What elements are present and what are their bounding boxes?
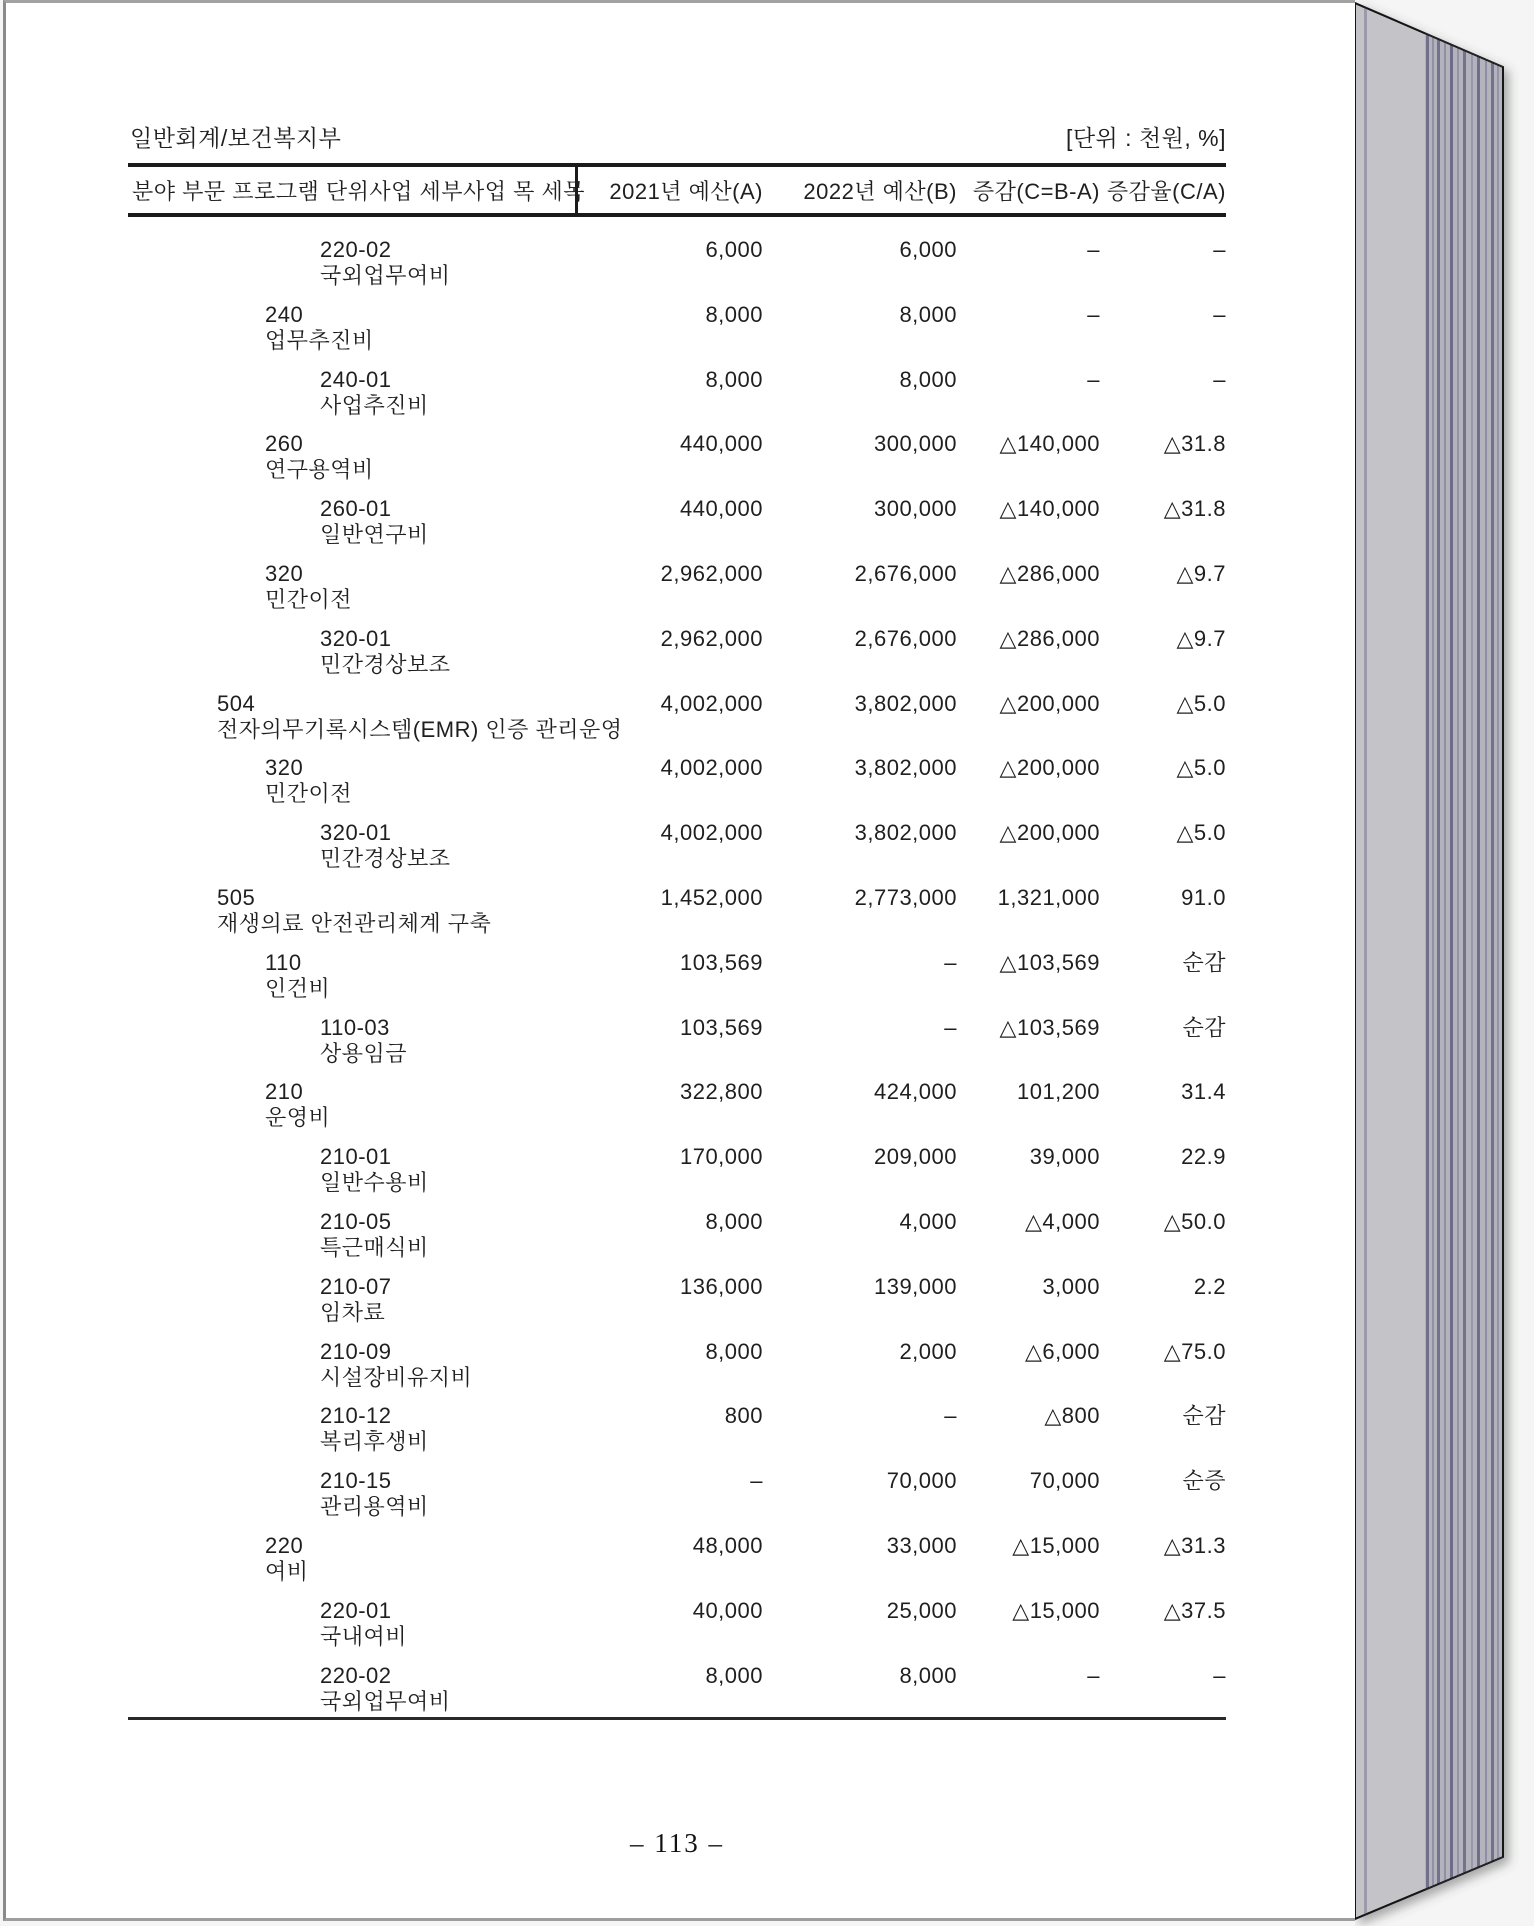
row-change-rate: △50.0 xyxy=(1163,1208,1226,1234)
row-code: 210-15 xyxy=(320,1468,392,1494)
row-budget-2022: 4,000 xyxy=(899,1208,957,1234)
table-header-row xyxy=(128,167,1226,213)
row-name: 전자의무기록시스템(EMR) 인증 관리운영 xyxy=(217,716,623,742)
row-budget-2021: 8,000 xyxy=(705,1338,763,1364)
row-code: 240-01 xyxy=(320,366,392,392)
row-name: 민간이전 xyxy=(265,586,353,612)
row-budget-2021: 4,002,000 xyxy=(660,755,763,781)
table-row xyxy=(128,237,1226,302)
row-change-rate: △37.5 xyxy=(1163,1597,1226,1623)
row-budget-2022: 33,000 xyxy=(886,1532,957,1558)
row-budget-2021: 322,800 xyxy=(679,1079,763,1105)
row-budget-2022: 8,000 xyxy=(899,301,957,327)
row-budget-2022: – xyxy=(944,1403,957,1429)
row-change: △200,000 xyxy=(999,755,1100,781)
row-change-rate: △5.0 xyxy=(1176,820,1226,846)
row-change: – xyxy=(1087,366,1100,392)
row-code: 210-01 xyxy=(320,1144,392,1170)
row-change-rate: – xyxy=(1213,301,1226,327)
table-row xyxy=(128,1533,1226,1598)
row-budget-2021: 48,000 xyxy=(692,1532,763,1558)
row-name: 국내여비 xyxy=(320,1623,408,1649)
row-budget-2022: 300,000 xyxy=(873,496,957,522)
row-budget-2021: 40,000 xyxy=(692,1597,763,1623)
row-code: 320-01 xyxy=(320,820,392,846)
row-change-rate: 순감 xyxy=(1182,1403,1226,1429)
row-change: 70,000 xyxy=(1029,1468,1100,1494)
row-name: 상용임금 xyxy=(320,1040,408,1066)
account-type-label: 일반회계/보건복지부 xyxy=(130,125,342,151)
row-name: 업무추진비 xyxy=(265,327,374,353)
row-name: 관리용역비 xyxy=(320,1494,429,1520)
row-name: 일반연구비 xyxy=(320,522,429,548)
row-change-rate: – xyxy=(1213,366,1226,392)
row-change: 3,000 xyxy=(1042,1273,1100,1299)
page-content xyxy=(128,0,1226,1926)
row-name: 민간경상보조 xyxy=(320,651,451,677)
row-name: 여비 xyxy=(265,1558,309,1584)
row-budget-2021: 8,000 xyxy=(705,301,763,327)
row-budget-2022: 3,802,000 xyxy=(854,820,957,846)
row-change: △15,000 xyxy=(1012,1597,1100,1623)
table-bottom-rule xyxy=(128,1717,1226,1720)
row-code: 110 xyxy=(265,949,302,975)
row-change-rate: 22.9 xyxy=(1181,1144,1226,1170)
row-change-rate: △31.3 xyxy=(1163,1532,1226,1558)
row-budget-2022: – xyxy=(944,1014,957,1040)
row-change-rate: 순감 xyxy=(1182,1014,1226,1040)
table-row xyxy=(128,561,1226,626)
row-change: △15,000 xyxy=(1012,1532,1100,1558)
row-change: △200,000 xyxy=(999,820,1100,846)
row-change-rate: – xyxy=(1213,1662,1226,1688)
row-code: 210-09 xyxy=(320,1338,392,1364)
page-number: – 113 – xyxy=(630,1828,724,1858)
row-name: 재생의료 안전관리체계 구축 xyxy=(217,910,492,936)
row-code: 220-02 xyxy=(320,1662,392,1688)
row-code: 210-05 xyxy=(320,1208,392,1234)
row-change: – xyxy=(1087,237,1100,262)
row-budget-2021: 103,569 xyxy=(679,949,763,975)
row-budget-2021: 8,000 xyxy=(705,366,763,392)
row-budget-2022: 2,676,000 xyxy=(854,560,957,586)
row-change: 1,321,000 xyxy=(997,884,1100,910)
row-change-rate: 순감 xyxy=(1182,949,1226,975)
row-change-rate: △75.0 xyxy=(1163,1338,1226,1364)
row-budget-2021: 2,962,000 xyxy=(660,625,763,651)
row-name: 특근매식비 xyxy=(320,1234,429,1260)
row-code: 210-07 xyxy=(320,1273,392,1299)
row-budget-2021: 170,000 xyxy=(679,1144,763,1170)
table-row xyxy=(128,1015,1226,1080)
table-row xyxy=(128,950,1226,1015)
row-budget-2021: 1,452,000 xyxy=(660,884,763,910)
row-budget-2021: – xyxy=(750,1468,763,1494)
row-budget-2022: 8,000 xyxy=(899,1662,957,1688)
row-name: 일반수용비 xyxy=(320,1170,429,1196)
table-row xyxy=(128,1468,1226,1533)
row-code: 240 xyxy=(265,301,304,327)
row-change: △140,000 xyxy=(999,496,1100,522)
unit-label: [단위 : 천원, %] xyxy=(1065,125,1226,151)
row-name: 시설장비유지비 xyxy=(320,1364,473,1390)
row-name: 국외업무여비 xyxy=(320,263,451,288)
row-budget-2021: 440,000 xyxy=(679,431,763,457)
row-change: 39,000 xyxy=(1029,1144,1100,1170)
row-code: 320 xyxy=(265,755,304,781)
row-budget-2022: 70,000 xyxy=(886,1468,957,1494)
table-row xyxy=(128,1403,1226,1468)
row-code: 504 xyxy=(217,690,256,716)
table-row xyxy=(128,1274,1226,1339)
row-change-rate: △5.0 xyxy=(1176,690,1226,716)
row-budget-2021: 103,569 xyxy=(679,1014,763,1040)
row-change-rate: 31.4 xyxy=(1181,1079,1226,1105)
column-header-budget-2022: 2022년 예산(B) xyxy=(803,178,957,204)
row-change-rate: △9.7 xyxy=(1176,560,1226,586)
row-code: 110-03 xyxy=(320,1014,390,1040)
row-change: △6,000 xyxy=(1025,1338,1100,1364)
row-name: 연구용역비 xyxy=(265,457,374,483)
row-budget-2022: 3,802,000 xyxy=(854,690,957,716)
row-budget-2021: 800 xyxy=(724,1403,763,1429)
row-change-rate: △5.0 xyxy=(1176,755,1226,781)
table-row xyxy=(128,1339,1226,1404)
row-change: △4,000 xyxy=(1025,1208,1100,1234)
row-change-rate: △31.8 xyxy=(1163,431,1226,457)
column-header-change: 증감(C=B-A) xyxy=(972,178,1100,204)
row-budget-2022: – xyxy=(944,949,957,975)
table-row xyxy=(128,691,1226,756)
row-budget-2022: 139,000 xyxy=(873,1273,957,1299)
row-budget-2021: 4,002,000 xyxy=(660,690,763,716)
document-header xyxy=(128,120,1226,153)
row-change: △286,000 xyxy=(999,625,1100,651)
row-budget-2022: 2,773,000 xyxy=(854,884,957,910)
row-change-rate: 순증 xyxy=(1182,1468,1226,1494)
row-budget-2021: 4,002,000 xyxy=(660,820,763,846)
table-row xyxy=(128,885,1226,950)
row-name: 민간이전 xyxy=(265,781,353,807)
column-header-budget-2021: 2021년 예산(A) xyxy=(575,167,763,213)
row-budget-2022: 8,000 xyxy=(899,366,957,392)
row-name: 임차료 xyxy=(320,1299,386,1325)
row-budget-2021: 6,000 xyxy=(705,237,763,262)
row-change: – xyxy=(1087,1662,1100,1688)
row-change-rate: △9.7 xyxy=(1176,625,1226,651)
row-name: 국외업무여비 xyxy=(320,1688,451,1714)
column-header-category: 분야 부문 프로그램 단위사업 세부사업 목 세목 xyxy=(132,178,585,204)
row-change: △103,569 xyxy=(999,1014,1100,1040)
row-budget-2021: 8,000 xyxy=(705,1208,763,1234)
row-name: 운영비 xyxy=(265,1105,331,1131)
table-row xyxy=(128,431,1226,496)
row-code: 320 xyxy=(265,560,304,586)
row-budget-2022: 424,000 xyxy=(873,1079,957,1105)
row-code: 260 xyxy=(265,431,304,457)
row-budget-2022: 25,000 xyxy=(886,1597,957,1623)
row-budget-2021: 136,000 xyxy=(679,1273,763,1299)
row-budget-2022: 209,000 xyxy=(873,1144,957,1170)
row-budget-2021: 2,962,000 xyxy=(660,560,763,586)
row-change: △286,000 xyxy=(999,560,1100,586)
table-row xyxy=(128,820,1226,885)
row-code: 210 xyxy=(265,1079,304,1105)
row-change: △800 xyxy=(1044,1403,1100,1429)
row-change: △103,569 xyxy=(999,949,1100,975)
row-change-rate: 91.0 xyxy=(1181,884,1226,910)
row-code: 220-01 xyxy=(320,1597,392,1623)
table-row xyxy=(128,1598,1226,1663)
table-row xyxy=(128,496,1226,561)
table-row xyxy=(128,626,1226,691)
row-code: 220-02 xyxy=(320,237,392,262)
row-budget-2022: 6,000 xyxy=(899,237,957,262)
row-budget-2022: 3,802,000 xyxy=(854,755,957,781)
row-budget-2021: 440,000 xyxy=(679,496,763,522)
row-code: 220 xyxy=(265,1532,304,1558)
row-code: 505 xyxy=(217,884,256,910)
row-change: – xyxy=(1087,301,1100,327)
row-change: △140,000 xyxy=(999,431,1100,457)
row-name: 인건비 xyxy=(265,975,331,1001)
row-code: 260-01 xyxy=(320,496,392,522)
row-budget-2022: 2,000 xyxy=(899,1338,957,1364)
table-rows xyxy=(128,217,1226,1727)
row-name: 민간경상보조 xyxy=(320,846,451,872)
table-row xyxy=(128,1209,1226,1274)
row-budget-2021: 8,000 xyxy=(705,1662,763,1688)
table-row xyxy=(128,755,1226,820)
row-change-rate: △31.8 xyxy=(1163,496,1226,522)
row-change: △200,000 xyxy=(999,690,1100,716)
row-budget-2022: 300,000 xyxy=(873,431,957,457)
row-change: 101,200 xyxy=(1016,1079,1100,1105)
row-change-rate: – xyxy=(1213,237,1226,262)
table-row xyxy=(128,302,1226,367)
row-name: 사업추진비 xyxy=(320,392,429,418)
table-row xyxy=(128,367,1226,432)
row-name: 복리후생비 xyxy=(320,1429,429,1455)
book-page-stack xyxy=(1355,0,1534,1926)
row-code: 320-01 xyxy=(320,625,392,651)
column-header-change-rate: 증감율(C/A) xyxy=(1106,178,1226,204)
table-row xyxy=(128,1079,1226,1144)
row-code: 210-12 xyxy=(320,1403,392,1429)
row-budget-2022: 2,676,000 xyxy=(854,625,957,651)
table-row xyxy=(128,1144,1226,1209)
row-change-rate: 2.2 xyxy=(1193,1273,1226,1299)
